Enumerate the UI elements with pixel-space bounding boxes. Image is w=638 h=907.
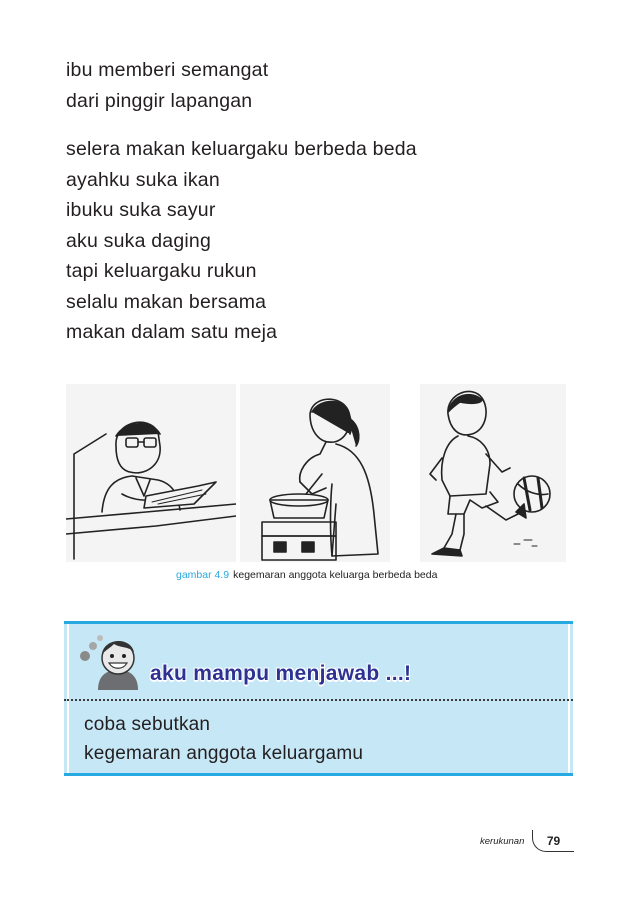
poem-stanza-2 bbox=[66, 134, 417, 348]
poem-stanza-1 bbox=[66, 55, 268, 116]
poem-line: selalu makan bersama bbox=[66, 290, 267, 313]
child-mascot-icon bbox=[78, 632, 148, 690]
question-line: coba sebutkan bbox=[84, 714, 211, 735]
poem-line: dari pinggir lapangan bbox=[66, 89, 253, 112]
dotted-divider bbox=[64, 699, 573, 701]
illustration-father-reading bbox=[66, 384, 236, 562]
answer-box bbox=[64, 621, 573, 776]
poem-line: makan dalam satu meja bbox=[66, 321, 278, 343]
poem-line: ayahku suka ikan bbox=[66, 168, 220, 191]
poem-line: ibu memberi semangat bbox=[66, 59, 269, 81]
figure-number: gambar 4.9 bbox=[176, 569, 230, 581]
poem-line: selera makan keluargaku berbeda beda bbox=[66, 138, 417, 160]
poem-line: ibuku suka sayur bbox=[66, 199, 216, 221]
illustration-child-football bbox=[420, 384, 566, 562]
poem-line: tapi keluargaku rukun bbox=[66, 260, 257, 282]
page-number: 79 bbox=[532, 830, 574, 852]
illustration-mother-cooking bbox=[240, 384, 390, 562]
question-line: kegemaran anggota keluargamu bbox=[84, 743, 364, 764]
figure-caption-text: kegemaran anggota keluarga berbeda beda bbox=[233, 569, 438, 581]
figure-caption bbox=[176, 569, 437, 581]
poem-line: aku suka daging bbox=[66, 229, 212, 252]
question-text bbox=[84, 710, 363, 768]
footer-chapter-label: kerukunan bbox=[480, 836, 525, 847]
box-heading: aku mampu menjawab ...! bbox=[150, 662, 412, 685]
